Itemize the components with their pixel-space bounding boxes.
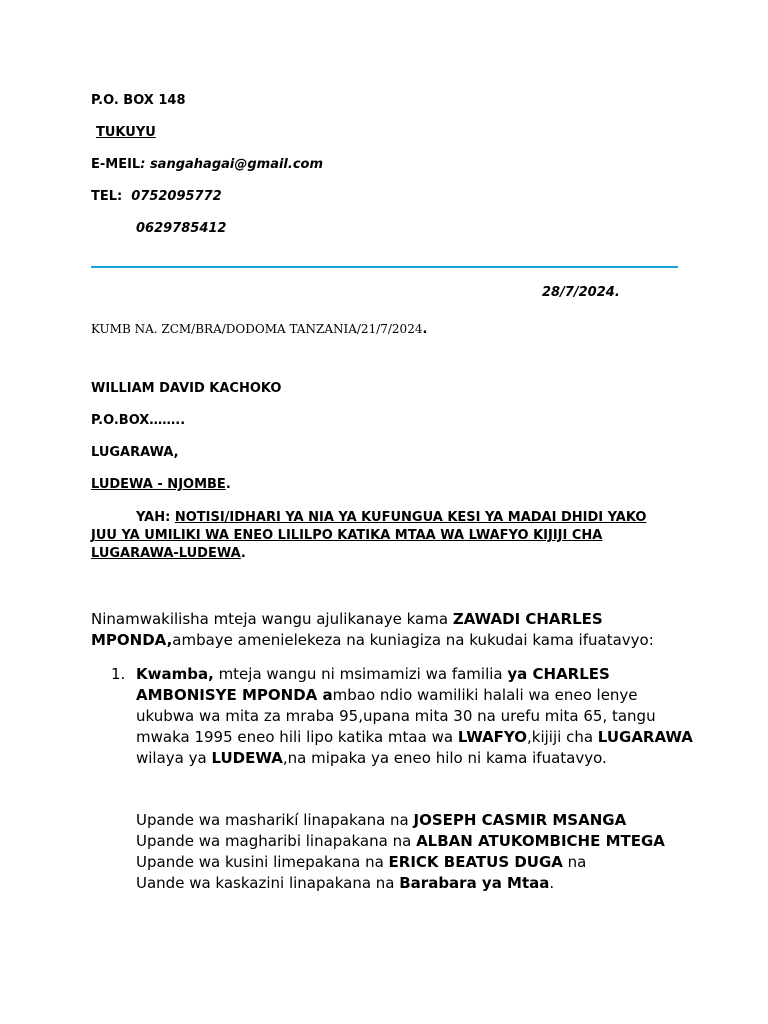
- item-lead: Kwamba,: [136, 665, 214, 683]
- boundary-text: Upande wa magharibi linapakana na: [136, 832, 417, 850]
- intro-text-2: ambaye amenielekeza na kuniagiza na kukudai kama ifuatavyo:: [172, 631, 654, 649]
- kijiji-name: LUGARAWA: [597, 728, 693, 746]
- boundary-tail: na: [562, 853, 587, 871]
- boundary-north: [136, 873, 696, 894]
- recipient-village: LUGARAWA,: [91, 445, 179, 460]
- tel-number-2: 0629785412: [136, 221, 227, 236]
- boundary-text: Upande wa kusini limepakana na: [136, 853, 389, 871]
- sender-town: TUKUYU: [96, 125, 156, 140]
- boundary-text: Upande wa masharikí linapakana na: [136, 811, 414, 829]
- item-text-4: wilaya ya: [136, 749, 212, 767]
- email-label: E-MEIL: [91, 157, 141, 172]
- family-name: ya CHARLES AMBONISYE MPONDA a: [136, 665, 610, 704]
- reference-number: KUMB NA. ZCM/BRA/DODOMA TANZANIA/21/7/2024: [91, 322, 423, 336]
- tel-number-1: 0752095772: [131, 189, 222, 204]
- sender-po-box: P.O. BOX 148: [91, 93, 186, 108]
- list-item-number: 1.: [111, 665, 126, 683]
- wilaya-name: LUDEWA: [211, 749, 283, 767]
- reference-line: [91, 318, 427, 337]
- boundary-east: [136, 810, 696, 831]
- item-text-5: ,na mipaka ya eneo hilo ni kama ifuatavyo.: [282, 749, 607, 767]
- list-item: [136, 664, 696, 769]
- intro-paragraph: [91, 609, 691, 651]
- item-text-3: ,kijiji cha: [527, 728, 598, 746]
- boundary-name: JOSEPH CASMIR MSANGA: [413, 811, 627, 829]
- subject-end: .: [240, 546, 246, 561]
- boundary-west: [136, 831, 696, 852]
- recipient-district-end: .: [225, 477, 231, 492]
- client-name: ZAWADI CHARLES MPONDA,: [91, 610, 603, 649]
- email-value: : sangahagai@gmail.com: [140, 157, 324, 172]
- recipient-district: LUDEWA - NJOMBE: [91, 477, 226, 492]
- header-divider: [91, 266, 678, 268]
- tel-label: TEL:: [91, 189, 123, 204]
- boundary-tail: .: [549, 874, 555, 892]
- intro-text-1: Ninamwakilisha mteja wangu ajulikanaye kama: [91, 610, 453, 628]
- item-text-2: mbao ndio wamiliki halali wa eneo lenye ukubwa wa mita za mraba 95,upana mita 30 na urefu mita 65, tangu mwaka 1995 eneo hili lipo katika mtaa wa: [136, 686, 656, 746]
- sender-tel: [91, 189, 222, 204]
- boundary-name: Barabara ya Mtaa: [399, 874, 550, 892]
- mtaa-name: LWAFYO: [457, 728, 528, 746]
- boundary-south: [136, 852, 696, 873]
- recipient-name: WILLIAM DAVID KACHOKO: [91, 381, 282, 396]
- subject-label: YAH:: [136, 510, 171, 525]
- reference-end: .: [422, 322, 428, 337]
- recipient-po-box: P.O.BOX……..: [91, 413, 186, 428]
- subject-line: [91, 509, 671, 563]
- boundary-name: ERICK BEATUS DUGA: [388, 853, 563, 871]
- boundary-text: Uande wa kaskazini linapakana na: [136, 874, 400, 892]
- boundary-name: ALBAN ATUKOMBICHE MTEGA: [416, 832, 665, 850]
- boundaries-list: [136, 810, 696, 894]
- subject-text: NOTISI/IDHARI YA NIA YA KUFUNGUA KESI YA MADAI DHIDI YAKO JUU YA UMILIKI WA ENEO LILILPO KATIKA MTAA WA LWAFYO KIJIJI CHA LUGARAWA-LUDEWA: [91, 510, 647, 561]
- letter-date: 28/7/2024.: [542, 285, 620, 300]
- item-text-1: mteja wangu ni msimamizi wa familia: [213, 665, 508, 683]
- recipient-district-line: [91, 477, 231, 492]
- sender-email: [91, 157, 323, 172]
